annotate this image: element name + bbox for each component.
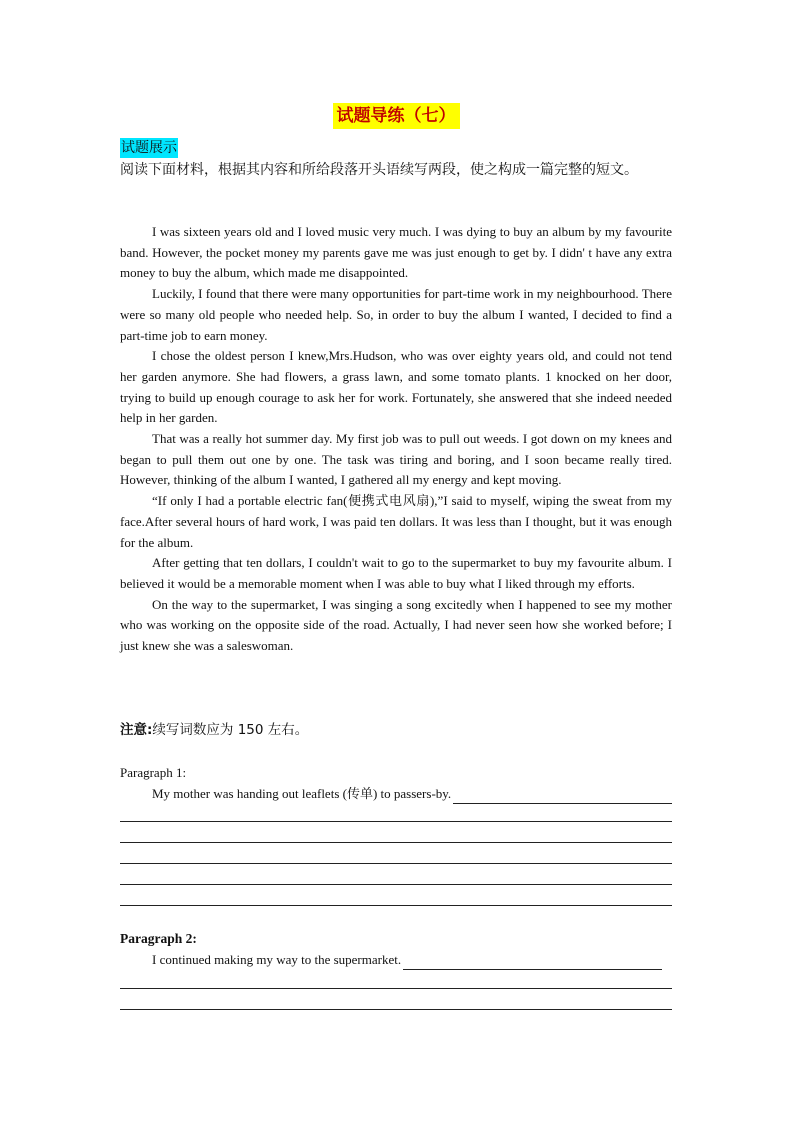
note-label: 注意: [120, 722, 153, 738]
word-count-note [120, 720, 308, 740]
title-container [120, 103, 672, 129]
passage-paragraph: “If only I had a portable electric fan(便携式电风扇),”I said to myself, wiping the sweat from my face.After several hours of hard work, I was paid ten dollars. It was less than I thought, but it was enough for the album. [120, 493, 672, 550]
writing-line[interactable] [120, 905, 672, 906]
page-title: 试题导练（七） [333, 103, 460, 129]
passage-paragraph: Luckily, I found that there were many opportunities for part-time work in my neighbourhood. There were so many old people who needed help. So, in order to buy the album I wanted, I decided to find a part-time job to earn money. [120, 286, 672, 343]
writing-line[interactable] [120, 842, 672, 843]
instruction-text: 阅读下面材料，根据其内容和所给段落开头语续写两段，使之构成一篇完整的短文。 [120, 162, 638, 178]
writing-line[interactable] [120, 863, 672, 864]
writing-blank[interactable] [403, 955, 662, 970]
paragraph2-opening-text: I continued making my way to the supermarket. [152, 952, 402, 967]
writing-line[interactable] [120, 1009, 672, 1010]
note-text: 续写词数应为 150 左右。 [152, 722, 309, 738]
paragraph1-opening [152, 784, 672, 804]
writing-line[interactable] [120, 821, 672, 822]
section-label: 试题展示 [121, 140, 177, 156]
writing-line[interactable] [120, 988, 672, 989]
passage-paragraph: I was sixteen years old and I loved music very much. I was dying to buy an album by my favourite band. However, the pocket money my parents gave me was just enough to get by. I didn' t have any extra money to buy the album, which made me disappointed. [120, 224, 672, 281]
passage-paragraph: I chose the oldest person I knew,Mrs.Hudson, who was over eighty years old, and could not tend her garden anymore. She had flowers, a grass lawn, and some tomato plants. 1 knocked on her door, trying to build up enough courage to ask her for work. Fortunately, she answered that she indeed needed help in her garden. [120, 348, 672, 426]
writing-blank[interactable] [453, 789, 672, 804]
paragraph1-opening-text: My mother was handing out leaflets (传单) to passers-by. [152, 786, 452, 801]
reading-passage [120, 222, 672, 657]
writing-line[interactable] [120, 884, 672, 885]
passage-paragraph: That was a really hot summer day. My first job was to pull out weeds. I got down on my knees and began to pull them out one by one. The task was tiring and boring, and I soon became really tired. However, thinking of the album I wanted, I gathered all my energy and kept moving. [120, 431, 672, 488]
paragraph2-label: Paragraph 2: [120, 931, 197, 946]
paragraph1-label: Paragraph 1: [120, 765, 187, 780]
passage-paragraph: On the way to the supermarket, I was singing a song excitedly when I happened to see my mother who was working on the opposite side of the road. Actually, I had never seen how she worked before; I just knew she was a saleswoman. [120, 596, 672, 654]
paragraph2-opening [152, 950, 662, 970]
passage-paragraph: After getting that ten dollars, I couldn't wait to go to the supermarket to buy my favourite album. I believed it would be a memorable moment when I was able to buy what I liked through my efforts. [120, 555, 672, 591]
